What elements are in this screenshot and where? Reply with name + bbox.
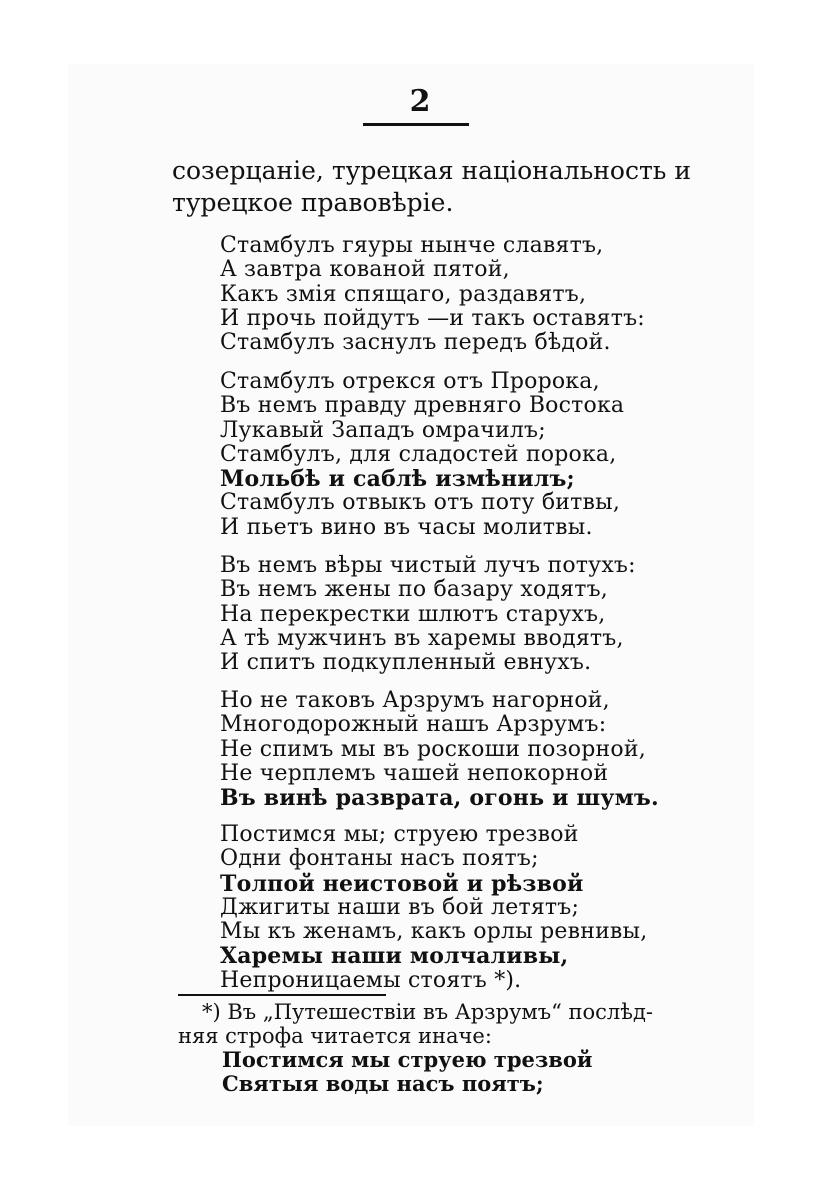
verse-line: И пьетъ вино въ часы молитвы. [220,514,593,540]
verse-line: Мольбѣ и саблѣ измѣнилъ; [220,466,575,493]
verse-line: На перекрестки шлютъ старухъ, [220,601,606,627]
verse-line: Въ немъ жены по базару ходятъ, [220,577,609,603]
verse-line: Лукавый Западъ омрачилъ; [220,417,546,443]
page-number: 2 [409,84,431,119]
verse-line: Въ немъ правду древняго Востока [220,393,625,419]
verse-line: Стамбулъ отрекся отъ Пророка, [220,369,600,394]
intro-line: созерцаніе, турецкая національность и [172,156,691,185]
footnote [178,1001,678,1095]
verse-line: Въ немъ вѣры чистый лучъ потухъ: [220,553,636,578]
verse-line: Джигиты наши въ бой летятъ; [220,894,580,920]
verse-line: Стамбулъ, для сладостей порока, [220,441,617,467]
verse-line: Мы къ женамъ, какъ орлы ревнивы, [220,919,648,945]
stanza-3 [220,554,700,675]
verse-line: Непроницаемы стоятъ *). [220,967,522,993]
stanza-1 [220,234,700,355]
verse-line: Постимся мы; струею трезвой [220,822,579,847]
verse-line: Одни фонтаны насъ поятъ; [220,846,539,872]
footnote-rule [178,994,386,996]
stanza-4 [220,689,700,810]
verse-line: Харемы наши молчаливы, [220,943,569,970]
verse-line: И прочь пойдутъ —и такъ оставятъ: [220,305,645,331]
header-rule [363,123,469,126]
verse-line: Толпой неистовой и рѣзвой [220,870,584,897]
verse-line: А завтра кованой пятой, [220,257,510,283]
verse-line: Стамбулъ заснулъ передъ бѣдой. [220,330,611,356]
footnote-quote-line: Постимся мы струею трезвой [222,1047,593,1072]
footnote-quote-line: Святыя воды насъ поятъ; [222,1070,544,1096]
verse-line: Стамбулъ отвыкъ отъ поту битвы, [220,490,621,516]
stanza-5 [220,823,700,993]
verse-line: Въ винѣ разврата, огонь и шумъ. [220,785,659,812]
footnote-line: няя строфа читается иначе: [178,1023,492,1048]
verse-line: Не черплемъ чашей непокорной [220,760,609,786]
verse-line: И спитъ подкупленный евнухъ. [220,650,592,676]
footnote-line: *) Въ „Путешествіи въ Арзрумъ“ послѣд- [202,1000,653,1024]
verse-line: Не спимъ мы въ роскоши позорной, [220,736,646,762]
verse-line: А тѣ мужчинъ въ харемы вводятъ, [220,625,624,651]
verse-line: Многодорожный нашъ Арзрумъ: [220,712,607,738]
intro-paragraph [172,155,712,219]
verse-line: Стамбулъ гяуры нынче славятъ, [220,233,604,258]
verse-line: Но не таковъ Арзрумъ нагорной, [220,688,610,713]
verse-line: Какъ змія спящаго, раздавятъ, [220,281,587,307]
stanza-2 [220,370,700,540]
intro-line: турецкое правовѣріе. [172,188,454,217]
